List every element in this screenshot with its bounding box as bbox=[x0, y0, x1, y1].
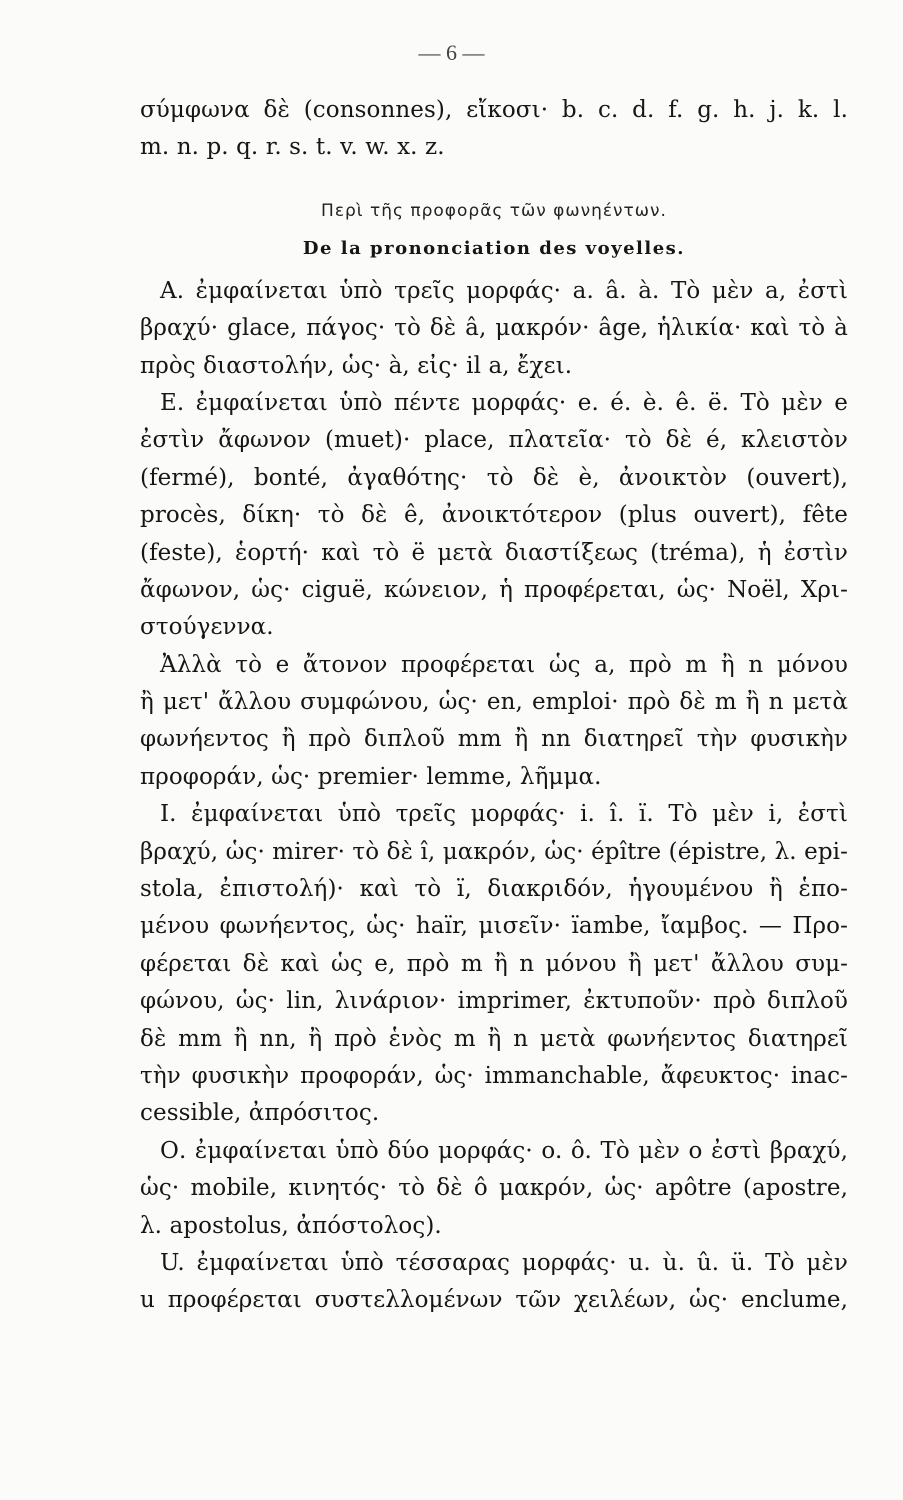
text-line: πρὸς διαστολήν, ὡς· à, εἰς· il a, ἔχει. bbox=[140, 352, 573, 379]
text-line: στούγεννα. bbox=[140, 614, 274, 641]
text-line: τὴν φυσικὴν προφοράν, ὡς· immanchable, ἄφευκτος· inac- bbox=[140, 1062, 848, 1089]
text-line: δὲ mm ἢ nn, ἢ πρὸ ἑνὸς m ἢ n μετὰ φωνήεντος διατηρεῖ bbox=[140, 1025, 848, 1052]
text-line: φέρεται δὲ καὶ ὡς e, πρὸ m ἢ n μόνου ἢ μετ' ἄλλου συμ- bbox=[140, 950, 848, 977]
text-block bbox=[140, 92, 848, 1320]
text-line: u προφέρεται συστελλομένων τῶν χειλέων, ὡς· enclume, bbox=[140, 1287, 848, 1314]
text-line: Α. ἐμφαίνεται ὑπὸ τρεῖς μορφάς· a. â. à. Τὸ μὲν a, ἐστὶ bbox=[160, 277, 848, 304]
text-line: (feste), ἑορτή· καὶ τὸ ë μετὰ διαστίξεως (tréma), ἡ ἐστὶν bbox=[140, 539, 848, 566]
section-heading-french: De la prononciation des voyelles. bbox=[302, 237, 686, 259]
text-line: m. n. p. q. r. s. t. v. w. x. z. bbox=[140, 134, 445, 161]
text-line: ἄφωνον, ὡς· ciguë, κώνειον, ἡ προφέρεται, ὡς· Noël, Χρι- bbox=[140, 576, 848, 603]
text-line: σύμφωνα δὲ (consonnes), εἴκοσι· b. c. d. f. g. h. j. k. l. bbox=[140, 97, 848, 123]
text-line: φώνου, ὡς· lin, λινάριον· imprimer, ἐκτυποῦν· πρὸ διπλοῦ bbox=[140, 988, 848, 1015]
text-line: Ο. ἐμφαίνεται ὑπὸ δύο μορφάς· o. ô. Τὸ μὲν o ἐστὶ βραχύ, bbox=[160, 1137, 848, 1164]
text-line: βραχύ· glace, πάγος· τὸ δὲ â, μακρόν· âge, ἡλικία· καὶ τὸ à bbox=[140, 315, 848, 342]
text-line: Ἀλλὰ τὸ e ἄτονον προφέρεται ὡς a, πρὸ m ἢ n μόνου bbox=[160, 651, 848, 678]
text-line: Ι. ἐμφαίνεται ὑπὸ τρεῖς μορφάς· i. î. ï. Τὸ μὲν i, ἐστὶ bbox=[160, 801, 848, 828]
text-line: cessible, ἀπρόσιτος. bbox=[140, 1100, 380, 1127]
text-line: ἢ μετ' ἄλλου συμφώνου, ὡς· en, emploi· πρὸ δὲ m ἢ n μετὰ bbox=[140, 689, 848, 716]
text-line: ὡς· mobile, κινητός· τὸ δὲ ô μακρόν, ὡς· apôtre (apostre, bbox=[140, 1175, 848, 1202]
text-line: procès, δίκη· τὸ δὲ ê, ἀνοικτότερον (plus ouvert), fête bbox=[140, 502, 848, 529]
text-line: φωνήεντος ἢ πρὸ διπλοῦ mm ἢ nn διατηρεῖ τὴν φυσικὴν bbox=[140, 726, 848, 753]
text-line: stola, ἐπιστολή)· καὶ τὸ ï, διακριδόν, ἡγουμένου ἢ ἑπο- bbox=[140, 876, 848, 903]
text-line: προφοράν, ὡς· premier· lemme, λῆμμα. bbox=[140, 763, 602, 790]
text-line: ἐστὶν ἄφωνον (muet)· place, πλατεῖα· τὸ δὲ é, κλειστὸν bbox=[140, 427, 848, 454]
text-line: μένου φωνήεντος, ὡς· haïr, μισεῖν· ïambe, ἴαμβος. — Προ- bbox=[140, 913, 848, 940]
text-line: U. ἐμφαίνεται ὑπὸ τέσσαρας μορφάς· u. ù. û. ü. Τὸ μὲν bbox=[160, 1249, 848, 1276]
page-number: — 6 — bbox=[418, 40, 485, 65]
text-line: λ. apostolus, ἀπόστολος). bbox=[140, 1212, 442, 1239]
text-line: Ε. ἐμφαίνεται ὑπὸ πέντε μορφάς· e. é. è. ê. ë. Τὸ μὲν e bbox=[160, 389, 848, 416]
section-heading-greek: Περὶ τῆς προφορᾶς τῶν φωνηέντων. bbox=[321, 200, 667, 221]
text-line: (fermé), bonté, ἀγαθότης· τὸ δὲ è, ἀνοικτὸν (ouvert), bbox=[140, 464, 848, 491]
text-line: βραχύ, ὡς· mirer· τὸ δὲ î, μακρόν, ὡς· épître (épistre, λ. epi- bbox=[140, 838, 848, 865]
